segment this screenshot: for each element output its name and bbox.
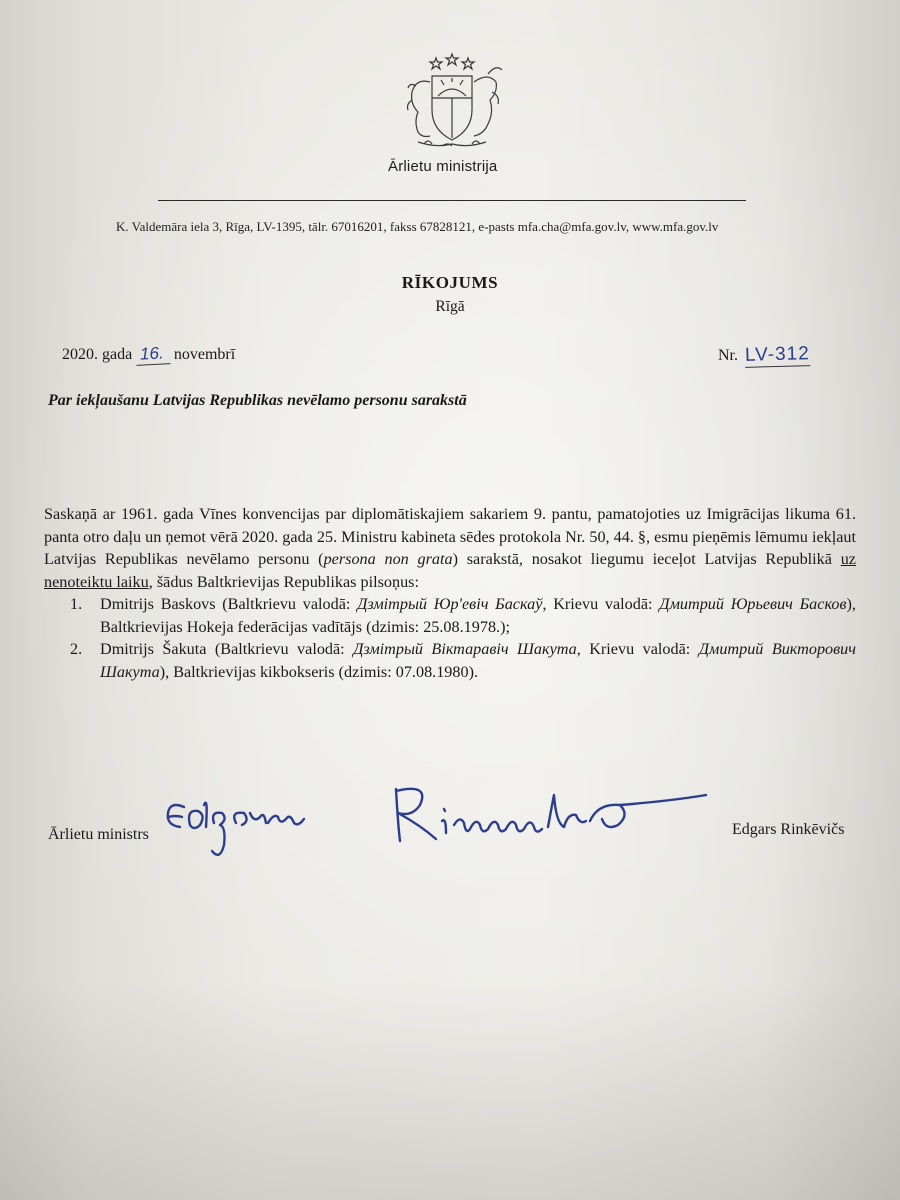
list-item-number: 1. [70,595,83,613]
body-text-latin: persona non grata [323,550,453,568]
document-title: RĪKOJUMS [401,273,499,292]
list-item-russian-name: Дмитрий Викторович Шакута [100,640,856,681]
list-item-text: Dmitrijs Šakuta (Baltkrievu valodā: [100,640,354,658]
coat-of-arms-icon [392,52,512,152]
handwritten-signature [150,765,730,885]
signatory-title: Ārlietu ministrs [48,826,149,843]
body-text-e: , šādus Baltkrievijas Republikas pilsoņus: [148,572,419,591]
date-prefix: 2020. gada [62,346,133,363]
document-date [62,344,235,365]
ministry-name: Ārlietu ministrija [388,158,498,175]
body-text-c: ) sarakstā, nosakot liegumu ieceļot Latvijas Republikā [452,550,841,568]
number-label: Nr. [718,347,738,364]
list-item-text: , Krievu valodā: [542,595,660,613]
list-item [44,593,856,638]
list-item-russian-name: Дмитрий Юрьевич Басков [659,595,847,613]
list-item-number: 2. [70,640,83,658]
body-text-a: Saskaņā ar 1961. gada Vīnes konvencijas par diplomātiskajiem sakariem 9. pantu, pamatojoties uz Imigrācijas likuma 61. panta otro daļu un ņemot vērā 2020. gada 25. Ministru kabineta sēdes protokola Nr. 50, 44. §, esmu pieņēmis lēmumu iekļaut Latvijas Republikas nevēlamo personu ( [44,505,856,568]
paper-shadow [0,980,900,1200]
list-item-belarusian-name: Дзмітрый Віктаравіч Шакута [353,640,577,658]
document-subject: Par iekļaušanu Latvijas Republikas nevēlamo personu sarakstā [48,392,467,409]
list-item-text: ), Baltkrievijas Hokeja federācijas vadītājs (dzimis: 25.08.1978.); [100,595,856,636]
number-handwritten: LV-312 [744,343,811,366]
document-place: Rīgā [435,298,465,315]
body-paragraph [44,503,856,593]
date-day-handwritten: 16. [136,343,171,366]
list-item [44,638,856,683]
document-body [44,503,856,683]
signatory-name: Edgars Rinkēvičs [732,821,845,838]
header-divider [158,200,746,201]
body-text-underlined: uz nenoteiktu laiku [44,550,856,591]
date-suffix: novembrī [173,346,236,363]
document-number [718,344,810,367]
person-list [44,593,856,683]
ministry-address: K. Valdemāra iela 3, Rīga, LV-1395, tālr. 67016201, fakss 67828121, e-pasts mfa.cha@mfa.gov.lv, www.mfa.gov.lv [116,219,719,234]
list-item-text: , Krievu valodā: [576,640,699,658]
list-item-belarusian-name: Дзмітрый Юр'евіч Баскаў [357,595,543,613]
list-item-text: Dmitrijs Baskovs (Baltkrievu valodā: [100,595,358,613]
list-item-text: ), Baltkrievijas kikbokseris (dzimis: 07.08.1980). [159,662,479,681]
